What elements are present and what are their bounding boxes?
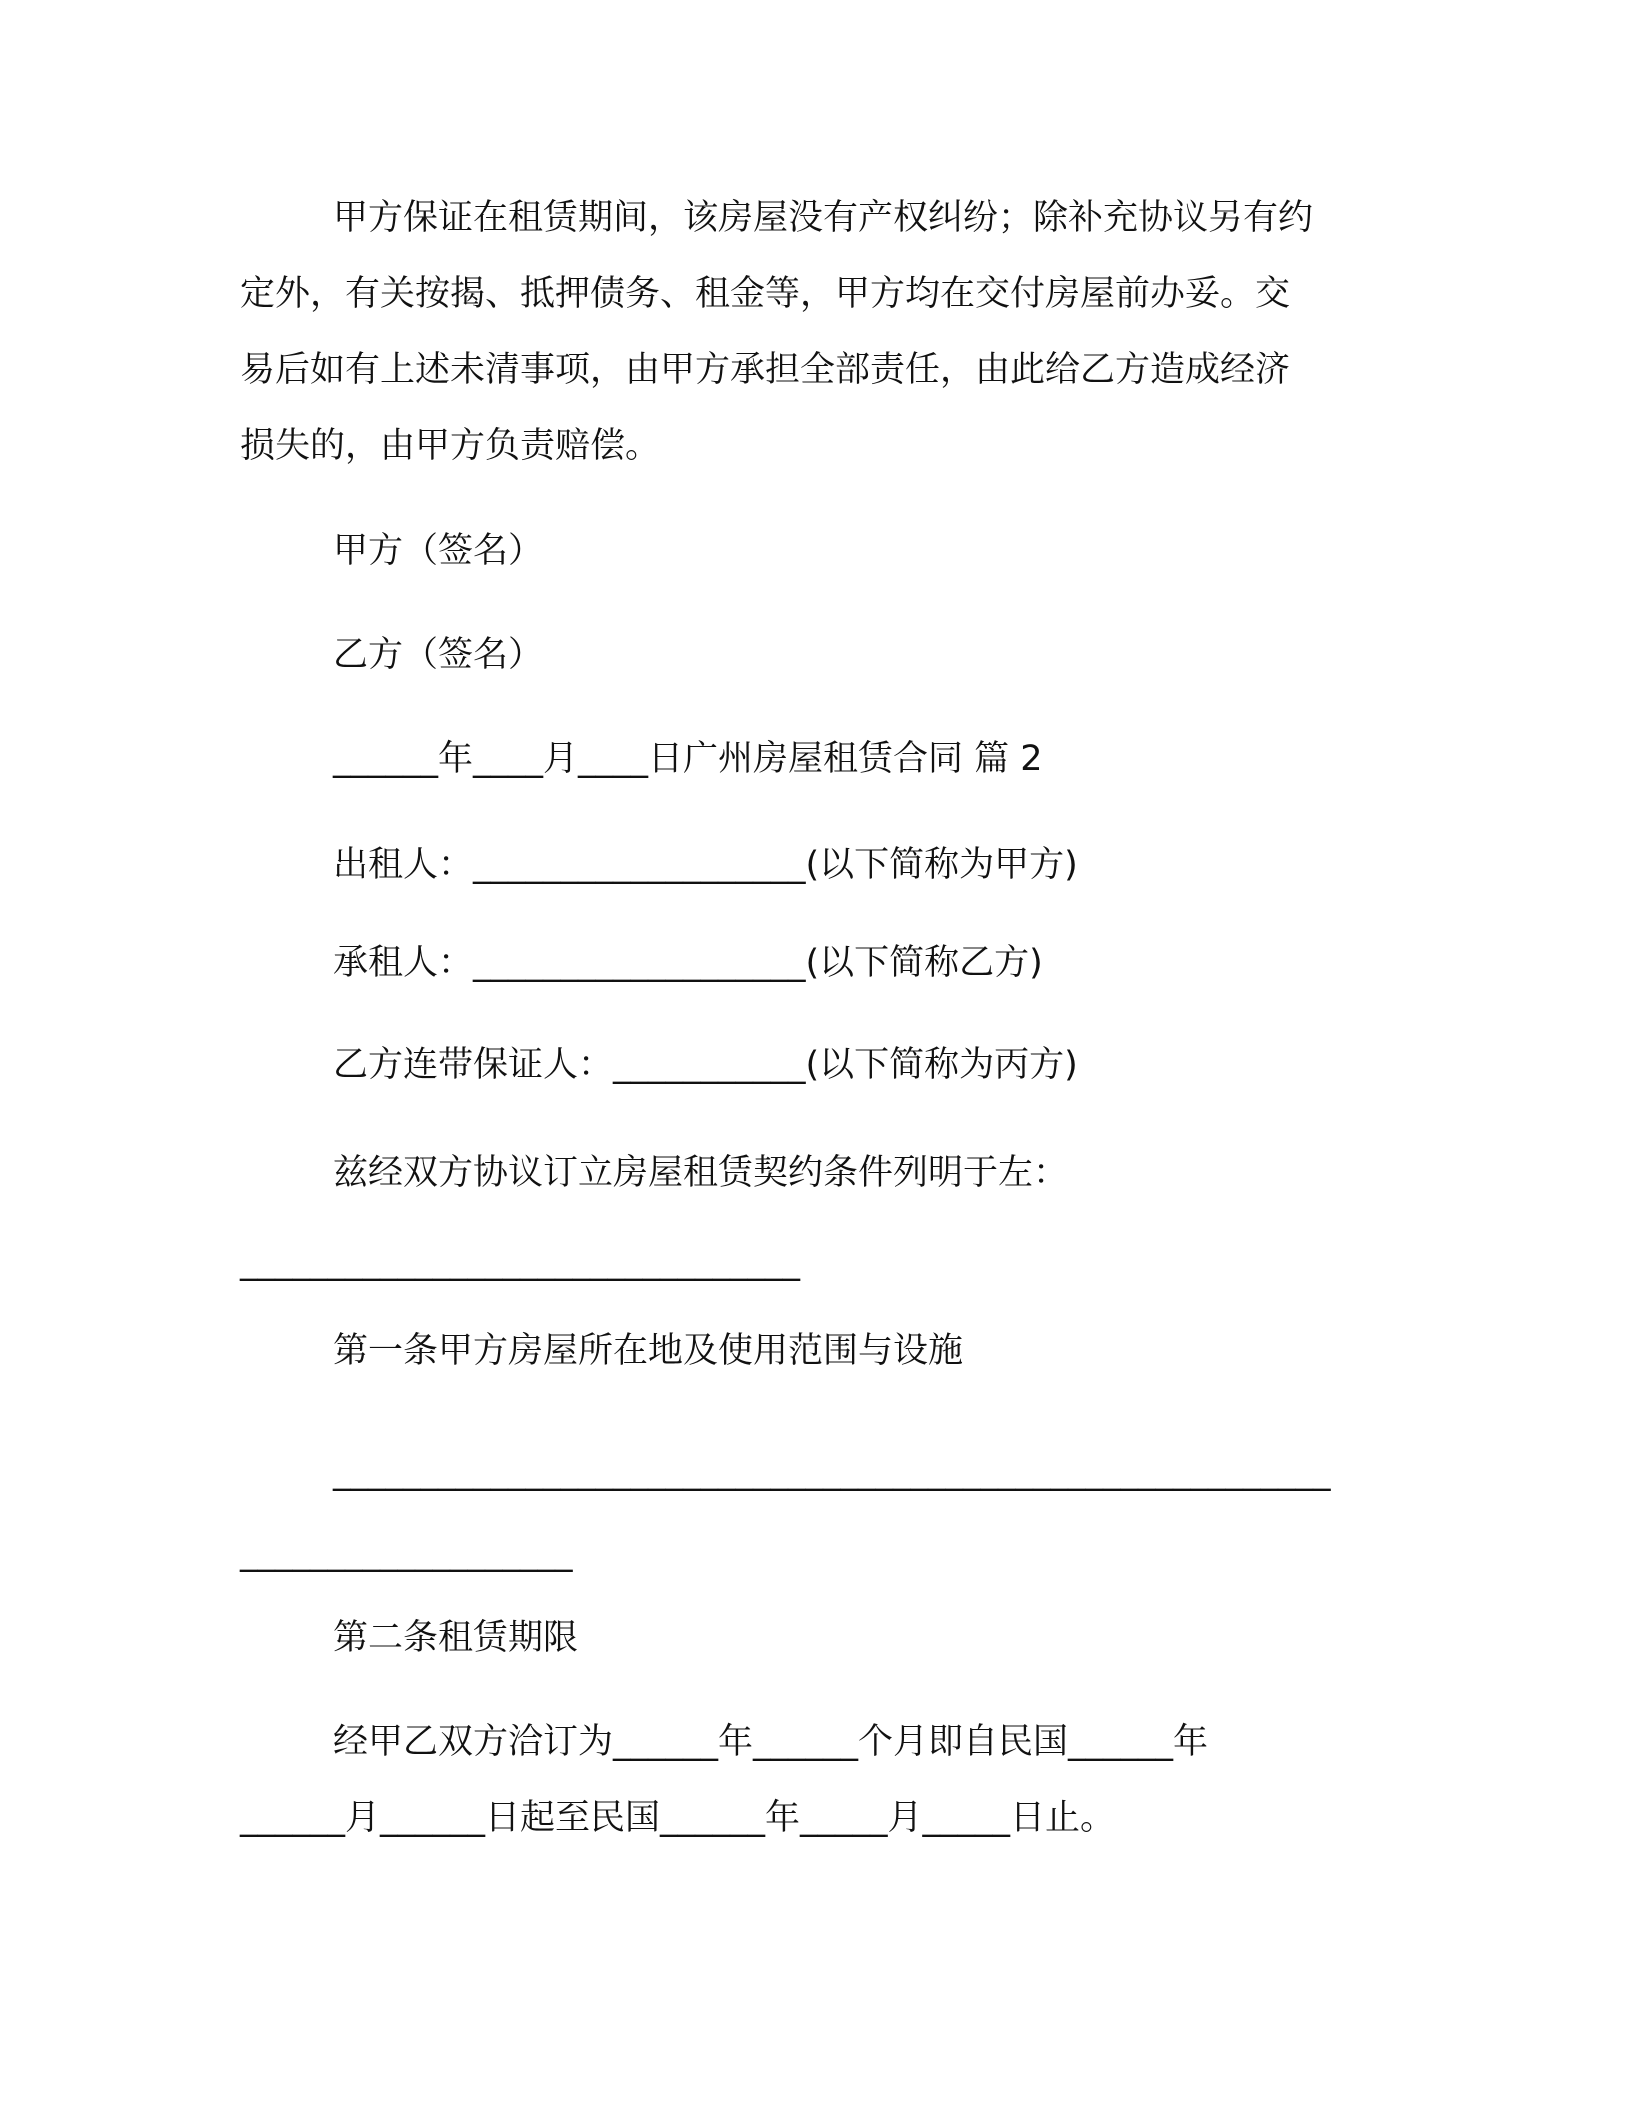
guarantee-paragraph-line: 易后如有上述未清事项，由甲方承担全部责任，由此给乙方造成经济 xyxy=(240,350,1291,390)
article-1-title: 第一条甲方房屋所在地及使用范围与设施 xyxy=(333,1331,964,1371)
guarantee-paragraph-line: 损失的，由甲方负责赔偿。 xyxy=(240,426,661,466)
article-2-term-line: 经甲乙双方洽订为______年______个月即自民国______年 xyxy=(333,1722,1209,1762)
article-1-blank-line: ___________________ xyxy=(240,1533,573,1573)
party-a-signature: 甲方（签名） xyxy=(333,531,544,571)
date-title-line: ______年____月____日广州房屋租赁合同 篇 2 xyxy=(333,739,1043,779)
article-2-term-line: ______月______日起至民国______年_____月_____日止。 xyxy=(240,1798,1116,1838)
intro-blank-line: ________________________________ xyxy=(240,1242,800,1282)
guarantee-paragraph-line: 甲方保证在租赁期间，该房屋没有产权纠纷；除补充协议另有约 xyxy=(333,198,1314,238)
lessor-line: 出租人：___________________(以下简称为甲方) xyxy=(333,845,1078,885)
article-1-blank-line: _________________________________________________________ xyxy=(333,1452,1331,1492)
guarantee-paragraph-line: 定外，有关按揭、抵押债务、租金等，甲方均在交付房屋前办妥。交 xyxy=(240,274,1291,314)
intro-line: 兹经双方协议订立房屋租赁契约条件列明于左： xyxy=(333,1153,1069,1193)
guarantor-line: 乙方连带保证人：___________(以下简称为丙方) xyxy=(333,1045,1078,1085)
party-b-signature: 乙方（签名） xyxy=(333,635,544,675)
article-2-title: 第二条租赁期限 xyxy=(333,1618,579,1658)
lessee-line: 承租人：___________________(以下简称乙方) xyxy=(333,943,1043,983)
